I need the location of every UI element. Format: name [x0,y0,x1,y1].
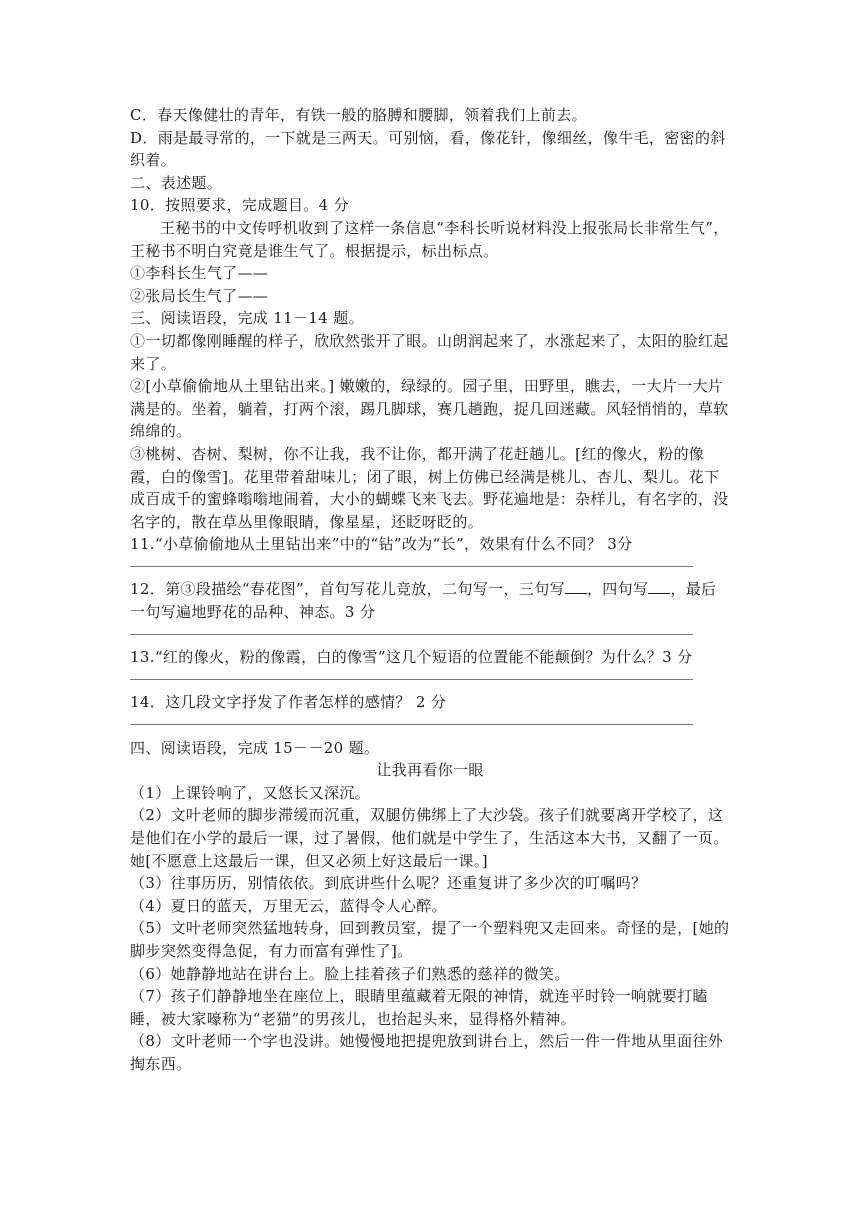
answer-line-13[interactable] [130,669,730,692]
answer-line-11[interactable] [130,556,730,579]
document-page [130,104,730,1076]
passage-paragraph-3: ③桃树、杏树、梨树，你不让我，我不让你，都开满了花赶趟儿。[红的像火，粉的像霞，白的像雪]。花里带着甜味儿；闭了眼，树上仿佛已经满是桃儿、杏儿、梨儿。花下成百成千的蜜蜂嗡嗡地闹着，大小的蝴蝶飞来飞去。野花遍地是：杂样儿，有名字的，没名字的，散在草丛里像眼睛，像星星，还眨呀眨的。 [130,444,729,531]
question-10-answer-a: ①李科长生气了—— [130,264,269,283]
passage2-paragraph-7: （7）孩子们静静地坐在座位上，眼睛里蕴藏着无限的神情，就连平时铃一响就要打瞌睡，被大家嚎称为“老猫”的男孩儿，也抬起头来，显得格外精神。 [130,987,708,1028]
passage-paragraph-1: ①一切都像刚睡醒的样子，欣欣然张开了眼。山朗润起来了，水涨起来了，太阳的脸红起来了。 [130,331,729,373]
passage-paragraph-2: ②[小草偷偷地从土里钻出来。] 嫩嫩的，绿绿的。园子里，田野里，瞧去，一大片一大片满是的。坐着，躺着，打两个滚，踢几脚球，赛几趟跑，捉几回迷藏。风轻悄悄的，草软绵绵的。 [130,377,729,441]
passage2-paragraph-6: （6）她静静地站在讲台上。脸上挂着孩子们熟悉的慈祥的微笑。 [130,964,570,983]
passage2-paragraph-1: （1）上课铃响了，又悠长又深沉。 [130,783,371,802]
question-10-text: 王秘书的中文传呼机收到了这样一条信息“李科长听说材料没上报张局长非常生气”，王秘书不明白究竟是谁生气了。根据提示，标出标点。 [130,218,729,260]
passage2-paragraph-8: （8）文叶老师一个字也没讲。她慢慢地把提兜放到讲台上，然后一件一件地从里面往外掏东西。 [130,1032,724,1073]
option-d: D．雨是最寻常的，一下就是三两天。可别恼，看，像花针，像细丝，像牛毛，密密的斜织着。 [130,128,726,170]
question-12-part-b: ，四句写 [586,580,649,599]
question-12 [130,578,730,623]
section-2-heading: 二、表述题。 [130,173,223,192]
passage2-paragraph-4: （4）夏日的蓝天，万里无云，蓝得令人心醉。 [130,896,447,915]
option-c: C．春天像健壮的青年，有铁一般的胳膊和腰脚，领着我们上前去。 [130,106,587,124]
question-10-answer-b: ②张局长生气了—— [130,286,269,305]
question-13: 13.“红的像火，粉的像霞，白的像雪”这几个短语的位置能不能颠倒？为什么？3 分 [130,648,693,667]
passage2-paragraph-2: （2）文叶老师的脚步滞缓而沉重，双腿仿佛绑上了大沙袋。孩子们就要离开学校了，这是他们在小学的最后一课，过了暑假，他们就是中学生了，生活这本大书，又翻了一页。她[不愿意上这最后一课，但又必须上好这最后一课。] [130,806,729,870]
question-10: 10．按照要求，完成题目。4 分 [130,196,349,215]
passage2-paragraph-5: （5）文叶老师突然猛地转身，回到教员室，提了一个塑料兜又走回来。奇怪的是，[她的脚步突然变得急促，有力而富有弹性了]。 [130,919,730,960]
question-12-part-c: ，最后一句写遍地野花的品种、神态。3 分 [130,580,717,622]
answer-line-12[interactable] [130,624,730,647]
passage-title: 让我再看你一眼 [376,761,484,780]
section-3-heading: 三、阅读语段，完成 11－14 题。 [130,309,365,328]
passage2-paragraph-3: （3）往事历历，别情依依。到底讲些什么呢？还重复讲了多少次的叮嘱吗？ [130,874,647,893]
section-4-heading: 四、阅读语段，完成 15－－20 题。 [130,738,380,757]
blank-2[interactable] [648,593,670,594]
question-12-part-a: 12．第③段描绘“春花图”，首句写花儿竞放，二句写一，三句写 [130,580,565,599]
blank-1[interactable] [565,593,587,594]
question-11: 11.“小草偷偷地从土里钻出来”中的“钻”改为“长”，效果有什么不同？ 3分 [130,535,633,554]
answer-line-14[interactable] [130,714,730,737]
question-14: 14．这几段文字抒发了作者怎样的感情？ 2 分 [130,693,447,712]
